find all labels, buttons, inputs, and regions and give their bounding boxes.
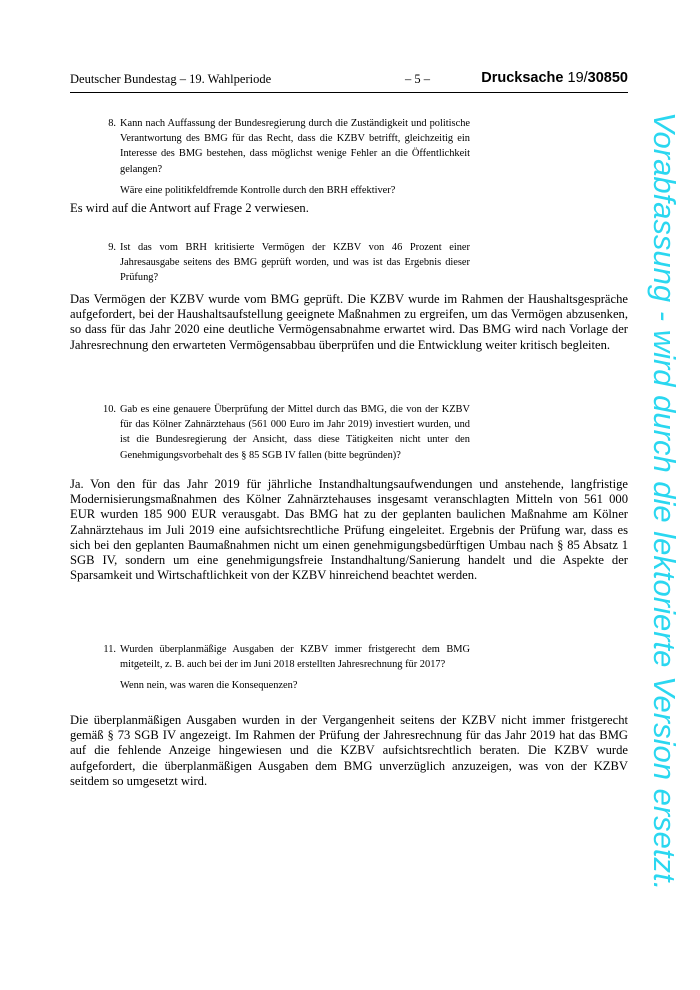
question-number: 8. [108,118,116,129]
question-10 [103,402,470,463]
draft-watermark: Vorabfassung - wird durch die lektorierte Version ersetzt. [647,112,682,891]
question-9 [108,240,470,286]
header-rule [70,92,628,93]
question-text: Ist das vom BRH kritisierte Vermögen der KZBV von 46 Prozent einer Jahresausgabe seitens des BMG geprüft worden, und was ist das Ergebnis dieser Prüfung? [120,242,470,284]
document-number [481,70,628,86]
answer-10: Ja. Von den für das Jahr 2019 für jährliche Instandhaltungsaufwendungen und anstehende, langfristige Modernisierungsmaßnahmen des Kölner Zahnärztehauses insgesamt veranschlagten Mitteln von 561 000 EUR wurden 185 900 EUR verausgabt. Das BMG hat zu der geplanten baulichen Maßnahme am Kölner Zahnärztehaus im Juli 2019 eine aufsichtsrechtliche Prüfung eingeleitet. Ergebnis der Prüfung war, dass es sich bei den geplanten Baumaßnahmen nicht um einen genehmigungsbedürftigen Umbau nach § 85 Absatz 1 SGB IV, sondern um eine genehmigungsfreie Instandhaltung/Sanierung handelt und die Aspekte der Sparsamkeit und Wirtschaftlichkeit von der KZBV hinreichend beachtet werden. [70,477,628,583]
document-number-prefix: 19/ [567,70,588,86]
question-number: 11. [103,644,116,655]
question-followup: Wenn nein, was waren die Konsequenzen? [120,680,298,692]
document-label: Drucksache [481,70,564,86]
header-publication: Deutscher Bundestag – 19. Wahlperiode [70,72,272,86]
question-number: 9. [108,242,116,253]
question-11 [103,642,470,694]
question-text: Kann nach Auffassung der Bundesregierung durch die Zuständigkeit und politische Verantwortung des BMG für das Recht, dass die KZBV betrifft, gleichzeitig ein Interesse des BMG bestehen, dass möglichst wenige Fehler an die Öffentlichkeit gelangen? [120,118,470,175]
question-followup: Wäre eine politikfeldfremde Kontrolle durch den BRH effektiver? [120,184,396,196]
answer-11: Die überplanmäßigen Ausgaben wurden in der Vergangenheit seitens der KZBV nicht immer fristgerecht gemäß § 73 SGB IV angezeigt. Im Rahmen der Prüfung der Jahresrechnung für das Jahr 2019 hat das BMG auf die fehlende Anzeige hingewiesen und die KZBV aufsichtsrechtlich beraten. Die KZBV wurde aufgefordert, die überplanmäßigen Ausgaben dem BMG unverzüglich anzuzeigen, was von der KZBV seitdem so umgesetzt wird. [70,713,628,788]
question-text: Wurden überplanmäßige Ausgaben der KZBV immer fristgerecht dem BMG mitgeteilt, z. B. auch bei der im Juni 2018 erstellten Jahresrechnung für 2017? [120,644,470,671]
answer-9: Das Vermögen der KZBV wurde vom BMG geprüft. Die KZBV wurde im Rahmen der Haushaltsgespräche aufgefordert, bei der Haushaltsaufstellung geeignete Maßnahmen zu ergreifen, um das Vermögen abzusenken, so dass für das Jahr 2020 eine deutliche Vermögensabnahme erwartet wird. Das BMG wird nach Vorlage der Jahresrechnung den erwarteten Vermögensabbau überprüfen und die Entwicklung weiter kritisch begleiten. [70,292,628,352]
page-header [70,72,628,90]
document-number-main: 30850 [587,70,628,86]
question-text: Gab es eine genauere Überprüfung der Mittel durch das BMG, die von der KZBV für das Kölner Zahnärztehaus (561 000 Euro im Jahr 2019) investiert wurden, und ist die Bundesregierung der Ansicht, dass diese Tätigkeiten nicht unter den Genehmigungsvorbehalt des § 85 SGB IV fallen (bitte begründen)? [120,404,470,461]
page-number: – 5 – [405,72,430,86]
answer-8: Es wird auf die Antwort auf Frage 2 verwiesen. [70,201,309,215]
question-number: 10. [103,404,116,415]
question-8 [108,116,470,198]
